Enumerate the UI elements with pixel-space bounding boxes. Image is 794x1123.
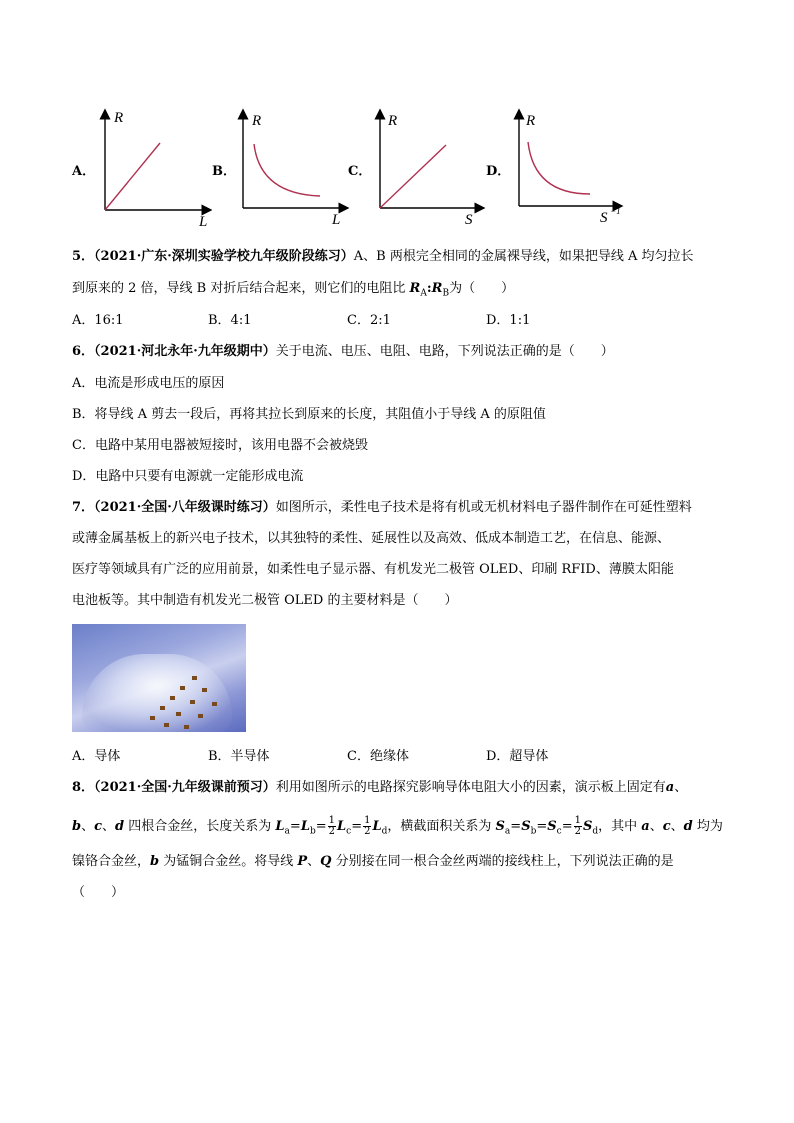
q8-sep2: 、 [81, 819, 95, 834]
q8-half-2-num: 1 [364, 815, 371, 826]
q8-Ld: L [372, 819, 382, 834]
graph-c-xlabel: S [465, 212, 473, 228]
graph-b-xlabel: L [332, 212, 341, 228]
q8-line4: （ ） [72, 885, 125, 900]
q8-Lb-sub: b [309, 826, 316, 837]
q8-Sd: S [582, 819, 593, 834]
q7-option-a[interactable]: A．导体 [72, 749, 121, 764]
q7-text1: 如图所示，柔性电子技术是将有机或无机材料电子器件制作在可延性塑料 [275, 500, 692, 515]
graph-d [508, 108, 628, 228]
q8-eq4: = [510, 819, 522, 834]
q8-text3c: 分别接在同一根合金丝两端的接线柱上，下列说法正确的是 [331, 854, 674, 869]
q5-option-d[interactable]: D．1:1 [486, 313, 531, 328]
q8-half-3 [574, 816, 582, 837]
q8-line3 [72, 853, 674, 871]
q7-number: 7． [72, 500, 95, 515]
q7-line3: 医疗等领域具有广泛的应用前景，如柔性电子显示器、有机发光二极管 OLED、印刷 RFID、薄膜太阳能 [72, 562, 674, 577]
q5-line1 [72, 248, 694, 266]
q8-text3b: 为锰铜合金丝。将导线 [159, 854, 298, 869]
q8-half-2-den: 2 [364, 826, 371, 837]
graph-c [368, 108, 488, 228]
q8-line2 [72, 816, 723, 843]
graph-b-ylabel: R [252, 113, 262, 129]
q8-Sd-sub: d [592, 826, 599, 837]
q8-text-cross: ，横截面积关系为 [387, 819, 496, 834]
q8-La: L [275, 819, 285, 834]
q8-var-b2: b [150, 854, 160, 869]
graph-d-xsup: −1 [610, 206, 621, 216]
q5-option-b[interactable]: B．4:1 [208, 313, 252, 328]
q5-text1: A、B 两根完全相同的金属裸导线，如果把导线 A 均匀拉长 [353, 249, 694, 264]
q8-var-p: P [297, 854, 308, 869]
option-a-label: A． [72, 164, 96, 179]
q7-option-b[interactable]: B．半导体 [208, 749, 270, 764]
q7-line4: 电池板等。其中制造有机发光二极管 OLED 的主要材料是（ ） [72, 593, 458, 608]
q8-text3a: 镍铬合金丝， [72, 854, 151, 869]
q5-ratio-r1: R [409, 281, 421, 296]
q8-Sa-sub: a [504, 826, 511, 837]
flexible-electronics-photo [72, 624, 246, 732]
q8-text-are: 均为 [692, 819, 723, 834]
q6-line1 [72, 343, 614, 361]
q5-number: 5． [72, 249, 95, 264]
q8-var-q: Q [320, 854, 332, 869]
q5-option-c[interactable]: C．2:1 [347, 313, 391, 328]
q5-ratio-s2: B [442, 288, 450, 299]
q8-number: 8． [72, 780, 95, 795]
q6-text: 关于电流、电压、电阻、电路，下列说法正确的是（ ） [275, 344, 614, 359]
q7-option-c[interactable]: C．绝缘体 [347, 749, 409, 764]
q6-number: 6． [72, 344, 95, 359]
q8-var-c2: c [662, 819, 671, 834]
graph-b [232, 108, 352, 228]
q8-half-1 [328, 816, 336, 837]
q8-half-3-num: 1 [574, 815, 581, 826]
q8-Ld-sub: d [381, 826, 388, 837]
q8-Sb: S [521, 819, 531, 834]
graph-d-xlabel: S [600, 210, 608, 226]
q5-line2 [72, 280, 514, 303]
option-d-label: D． [486, 164, 511, 179]
q8-Sc: S [547, 819, 557, 834]
graph-c-line [380, 145, 446, 208]
q8-sep3: 、 [102, 819, 116, 834]
q7-source: （2021·全国·八年级课时练习） [94, 500, 276, 515]
graph-d-curve [528, 142, 590, 194]
graph-a-line [105, 143, 160, 210]
q7-line1 [72, 499, 692, 517]
q8-La-sub: a [284, 826, 290, 837]
q8-Sa: S [495, 819, 505, 834]
q8-line1 [72, 779, 687, 797]
q8-half-2 [363, 816, 371, 837]
q8-var-d2: d [683, 819, 693, 834]
q8-eq5: = [536, 819, 548, 834]
graph-a-xlabel: L [199, 214, 208, 228]
q8-var-b: b [72, 819, 82, 834]
q7-line2: 或薄金属基板上的新兴电子技术，以其独特的柔性、延展性以及高效、低成本制造工艺，在信息、能源、 [72, 531, 671, 546]
q8-eq6: = [561, 819, 573, 834]
q6-option-c[interactable]: C．电路中某用电器被短接时，该用电器不会被烧毁 [72, 438, 368, 453]
q7-option-d[interactable]: D．超导体 [486, 749, 549, 764]
graph-a [92, 108, 212, 228]
q6-option-a[interactable]: A．电流是形成电压的原因 [72, 376, 225, 391]
q8-sep5: 、 [670, 819, 684, 834]
q8-source: （2021·全国·九年级课前预习） [94, 780, 276, 795]
q8-text1: 利用如图所示的电路探究影响导体电阻大小的因素，演示板上固定有 [275, 780, 666, 795]
q8-eq3: = [351, 819, 363, 834]
q8-eq1: = [289, 819, 301, 834]
q8-eq2: = [315, 819, 327, 834]
q8-Lc: L [337, 819, 347, 834]
graph-d-ylabel: R [526, 113, 536, 129]
q5-ratio-r2: R [431, 281, 443, 296]
q8-sep1: 、 [674, 780, 688, 795]
q8-half-1-num: 1 [328, 815, 336, 826]
q8-Sb-sub: b [530, 826, 537, 837]
q8-half-1-den: 2 [328, 826, 336, 837]
q8-Sc-sub: c [556, 826, 562, 837]
option-b-label: B． [212, 164, 236, 179]
q8-var-c: c [94, 819, 103, 834]
q8-Lc-sub: c [346, 826, 352, 837]
q8-text-four: 四根合金丝，长度关系为 [124, 819, 276, 834]
q5-text2b: 为（ ） [449, 281, 515, 296]
option-c-label: C． [348, 164, 372, 179]
q8-var-d: d [115, 819, 125, 834]
q8-Lb: L [300, 819, 310, 834]
graph-c-ylabel: R [388, 113, 398, 129]
q5-text2a: 到原来的 2 倍，导线 B 对折后结合起来，则它们的电阻比 [72, 281, 410, 296]
q8-half-3-den: 2 [574, 826, 581, 837]
q6-option-b[interactable]: B．将导线 A 剪去一段后，再将其拉长到原来的长度，其阻值小于导线 A 的原阻值 [72, 407, 546, 422]
q8-sep6: 、 [307, 854, 321, 869]
graph-b-curve [254, 144, 320, 196]
q5-ratio-colon: : [426, 281, 432, 296]
q8-var-a2: a [641, 819, 650, 834]
graph-a-ylabel: R [114, 110, 124, 126]
q5-source: （2021·广东·深圳实验学校九年级阶段练习） [94, 249, 354, 264]
q5-ratio-s1: A [420, 288, 427, 299]
q8-var-a: a [665, 780, 675, 795]
q6-source: （2021·河北永年·九年级期中） [94, 344, 276, 359]
q8-text-among: ，其中 [598, 819, 642, 834]
q8-sep4: 、 [649, 819, 663, 834]
q5-option-a[interactable]: A．16:1 [72, 313, 124, 328]
q6-option-d[interactable]: D．电路中只要有电源就一定能形成电流 [72, 469, 304, 484]
